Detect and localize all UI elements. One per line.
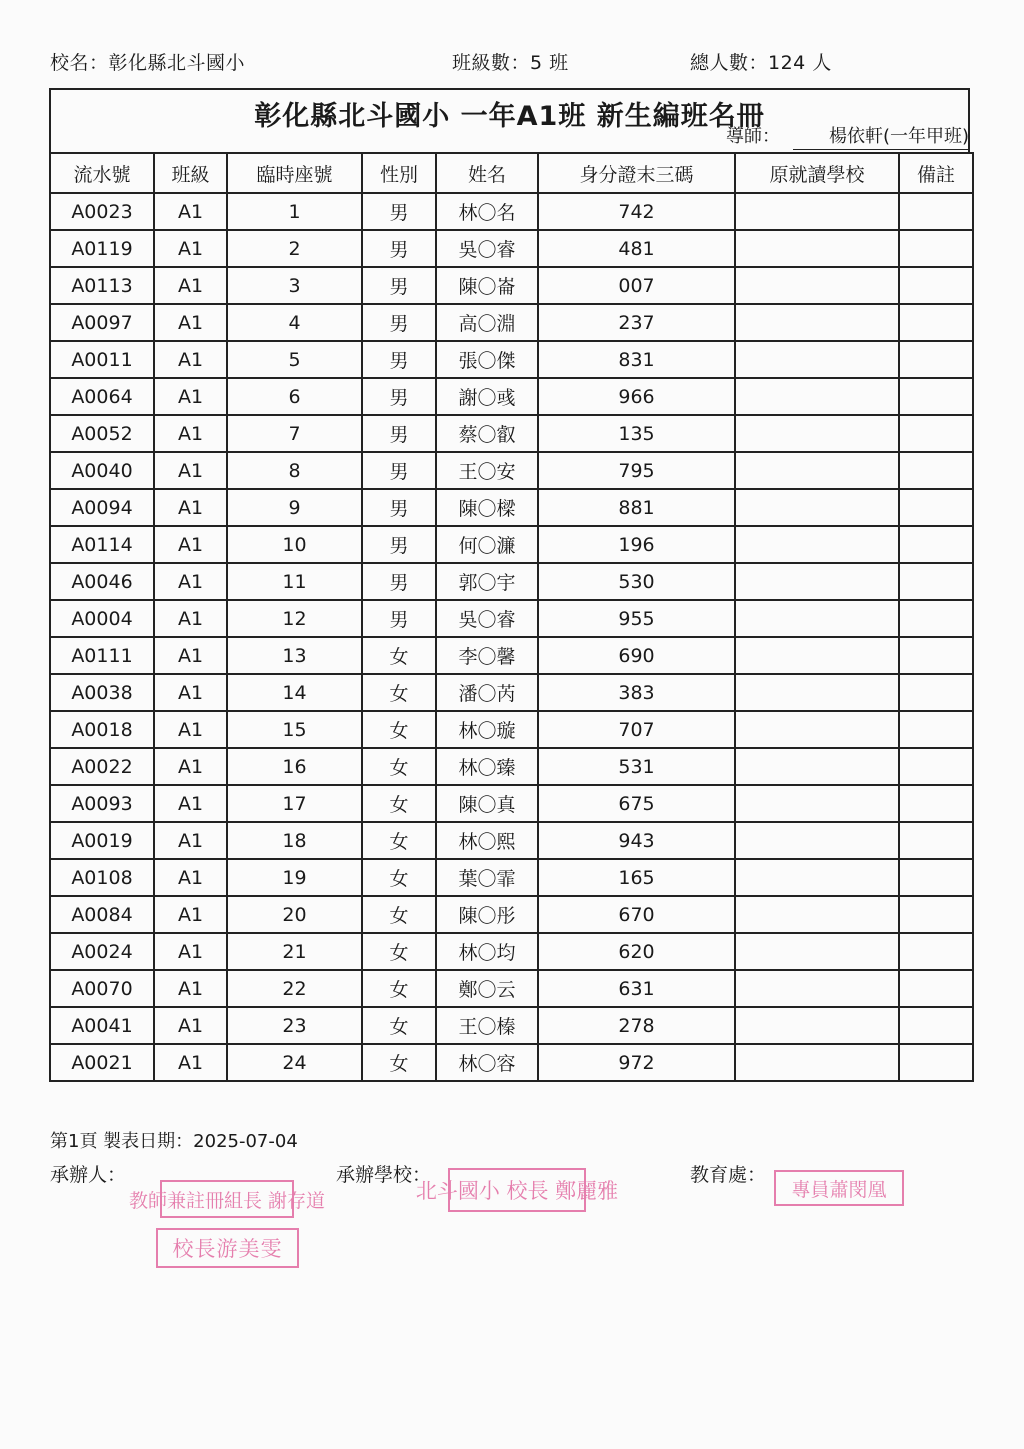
gender-cell: 女	[362, 970, 436, 1007]
serial-cell: A0108	[50, 859, 154, 896]
column-header: 性別	[362, 153, 436, 193]
prev-school-cell	[735, 970, 899, 1007]
prev-school-cell	[735, 674, 899, 711]
title-box	[49, 88, 970, 152]
serial-cell: A0114	[50, 526, 154, 563]
column-header: 流水號	[50, 153, 154, 193]
prev-school-cell	[735, 193, 899, 230]
table-row	[50, 748, 973, 785]
table-row	[50, 711, 973, 748]
name-cell: 葉〇霏	[436, 859, 538, 896]
id-cell: 135	[538, 415, 735, 452]
table-row	[50, 452, 973, 489]
principal-stamp: 校長游美雯	[156, 1228, 299, 1268]
class-cell: A1	[154, 452, 227, 489]
name-cell: 張〇傑	[436, 341, 538, 378]
seat-cell: 7	[227, 415, 362, 452]
remark-cell	[899, 378, 973, 415]
table-row	[50, 415, 973, 452]
name-cell: 潘〇芮	[436, 674, 538, 711]
table-row	[50, 822, 973, 859]
name-cell: 林〇容	[436, 1044, 538, 1081]
remark-cell	[899, 304, 973, 341]
prev-school-cell	[735, 1044, 899, 1081]
remark-cell	[899, 1007, 973, 1044]
serial-cell: A0052	[50, 415, 154, 452]
teacher-name: 楊依軒(一年甲班)	[793, 122, 969, 150]
prev-school-cell	[735, 489, 899, 526]
seat-cell: 3	[227, 267, 362, 304]
seat-cell: 14	[227, 674, 362, 711]
serial-cell: A0070	[50, 970, 154, 1007]
remark-cell	[899, 896, 973, 933]
serial-cell: A0064	[50, 378, 154, 415]
page-info: 第1頁 製表日期：2025-07-04	[50, 1131, 298, 1152]
table-row	[50, 341, 973, 378]
id-cell: 165	[538, 859, 735, 896]
seat-cell: 20	[227, 896, 362, 933]
table-header-row	[50, 153, 973, 193]
prev-school-cell	[735, 415, 899, 452]
seat-cell: 12	[227, 600, 362, 637]
remark-cell	[899, 600, 973, 637]
column-header: 身分證末三碼	[538, 153, 735, 193]
name-cell: 林〇均	[436, 933, 538, 970]
gender-cell: 女	[362, 748, 436, 785]
serial-cell: A0040	[50, 452, 154, 489]
prev-school-cell	[735, 304, 899, 341]
name-cell: 王〇榛	[436, 1007, 538, 1044]
gender-cell: 女	[362, 711, 436, 748]
seat-cell: 13	[227, 637, 362, 674]
prev-school-cell	[735, 822, 899, 859]
serial-cell: A0119	[50, 230, 154, 267]
gender-cell: 男	[362, 230, 436, 267]
serial-cell: A0023	[50, 193, 154, 230]
serial-cell: A0111	[50, 637, 154, 674]
serial-cell: A0046	[50, 563, 154, 600]
table-row	[50, 563, 973, 600]
id-cell: 383	[538, 674, 735, 711]
seat-cell: 11	[227, 563, 362, 600]
remark-cell	[899, 452, 973, 489]
prev-school-cell	[735, 896, 899, 933]
seat-cell: 17	[227, 785, 362, 822]
class-count: 班級數：5 班	[452, 52, 569, 74]
seat-cell: 18	[227, 822, 362, 859]
seat-cell: 22	[227, 970, 362, 1007]
school-label: 承辦學校：	[336, 1164, 432, 1186]
prev-school-cell	[735, 711, 899, 748]
remark-cell	[899, 193, 973, 230]
remark-cell	[899, 859, 973, 896]
seat-cell: 19	[227, 859, 362, 896]
id-cell: 631	[538, 970, 735, 1007]
gender-cell: 男	[362, 378, 436, 415]
table-row	[50, 526, 973, 563]
seat-cell: 8	[227, 452, 362, 489]
gender-cell: 男	[362, 563, 436, 600]
seat-cell: 23	[227, 1007, 362, 1044]
document-title: 彰化縣北斗國小 一年A1班 新生編班名冊	[254, 101, 765, 132]
prev-school-cell	[735, 748, 899, 785]
seat-cell: 2	[227, 230, 362, 267]
table-row	[50, 1007, 973, 1044]
table-row	[50, 378, 973, 415]
column-header: 備註	[899, 153, 973, 193]
seat-cell: 10	[227, 526, 362, 563]
name-cell: 郭〇宇	[436, 563, 538, 600]
name-cell: 蔡〇叡	[436, 415, 538, 452]
serial-cell: A0113	[50, 267, 154, 304]
column-header: 臨時座號	[227, 153, 362, 193]
name-cell: 鄭〇云	[436, 970, 538, 1007]
gender-cell: 男	[362, 452, 436, 489]
table-row	[50, 785, 973, 822]
table-row	[50, 637, 973, 674]
undertaker-stamp: 教師兼註冊組長 謝存道	[160, 1180, 294, 1218]
serial-cell: A0018	[50, 711, 154, 748]
name-cell: 林〇熙	[436, 822, 538, 859]
class-cell: A1	[154, 674, 227, 711]
prev-school-cell	[735, 452, 899, 489]
id-cell: 007	[538, 267, 735, 304]
prev-school-cell	[735, 859, 899, 896]
id-cell: 955	[538, 600, 735, 637]
name-cell: 林〇璇	[436, 711, 538, 748]
table-row	[50, 933, 973, 970]
class-cell: A1	[154, 711, 227, 748]
remark-cell	[899, 970, 973, 1007]
school-name: 校名：彰化縣北斗國小	[50, 52, 246, 74]
id-cell: 620	[538, 933, 735, 970]
seat-cell: 6	[227, 378, 362, 415]
id-cell: 742	[538, 193, 735, 230]
edu-label: 教育處：	[690, 1164, 767, 1186]
seat-cell: 1	[227, 193, 362, 230]
remark-cell	[899, 341, 973, 378]
prev-school-cell	[735, 637, 899, 674]
serial-cell: A0004	[50, 600, 154, 637]
class-cell: A1	[154, 563, 227, 600]
id-cell: 530	[538, 563, 735, 600]
id-cell: 237	[538, 304, 735, 341]
id-cell: 531	[538, 748, 735, 785]
class-cell: A1	[154, 378, 227, 415]
gender-cell: 女	[362, 1007, 436, 1044]
table-row	[50, 1044, 973, 1081]
name-cell: 高〇淵	[436, 304, 538, 341]
class-cell: A1	[154, 637, 227, 674]
remark-cell	[899, 230, 973, 267]
name-cell: 吳〇睿	[436, 230, 538, 267]
class-cell: A1	[154, 896, 227, 933]
class-cell: A1	[154, 1044, 227, 1081]
name-cell: 陳〇樑	[436, 489, 538, 526]
gender-cell: 女	[362, 859, 436, 896]
name-cell: 陳〇真	[436, 785, 538, 822]
seat-cell: 9	[227, 489, 362, 526]
id-cell: 966	[538, 378, 735, 415]
name-cell: 陳〇彤	[436, 896, 538, 933]
serial-cell: A0094	[50, 489, 154, 526]
id-cell: 881	[538, 489, 735, 526]
id-cell: 831	[538, 341, 735, 378]
gender-cell: 男	[362, 600, 436, 637]
serial-cell: A0022	[50, 748, 154, 785]
prev-school-cell	[735, 267, 899, 304]
prev-school-cell	[735, 563, 899, 600]
table-row	[50, 859, 973, 896]
serial-cell: A0041	[50, 1007, 154, 1044]
class-cell: A1	[154, 748, 227, 785]
column-header: 姓名	[436, 153, 538, 193]
remark-cell	[899, 1044, 973, 1081]
prev-school-cell	[735, 230, 899, 267]
gender-cell: 男	[362, 193, 436, 230]
id-cell: 196	[538, 526, 735, 563]
class-cell: A1	[154, 822, 227, 859]
remark-cell	[899, 933, 973, 970]
table-row	[50, 193, 973, 230]
name-cell: 謝〇彧	[436, 378, 538, 415]
prev-school-cell	[735, 1007, 899, 1044]
name-cell: 吳〇睿	[436, 600, 538, 637]
remark-cell	[899, 563, 973, 600]
class-cell: A1	[154, 933, 227, 970]
gender-cell: 女	[362, 1044, 436, 1081]
remark-cell	[899, 526, 973, 563]
gender-cell: 男	[362, 267, 436, 304]
name-cell: 何〇濂	[436, 526, 538, 563]
gender-cell: 女	[362, 785, 436, 822]
name-cell: 陳〇崙	[436, 267, 538, 304]
gender-cell: 女	[362, 674, 436, 711]
column-header: 班級	[154, 153, 227, 193]
name-cell: 林〇名	[436, 193, 538, 230]
name-cell: 李〇馨	[436, 637, 538, 674]
remark-cell	[899, 415, 973, 452]
seat-cell: 16	[227, 748, 362, 785]
remark-cell	[899, 822, 973, 859]
table-row	[50, 674, 973, 711]
seat-cell: 24	[227, 1044, 362, 1081]
class-cell: A1	[154, 970, 227, 1007]
undertaker-label: 承辦人：	[50, 1164, 127, 1186]
gender-cell: 男	[362, 304, 436, 341]
id-cell: 675	[538, 785, 735, 822]
table-row	[50, 489, 973, 526]
seat-cell: 5	[227, 341, 362, 378]
class-cell: A1	[154, 230, 227, 267]
table-row	[50, 304, 973, 341]
prev-school-cell	[735, 600, 899, 637]
serial-cell: A0019	[50, 822, 154, 859]
id-cell: 795	[538, 452, 735, 489]
table-row	[50, 970, 973, 1007]
edu-officer-stamp: 專員蕭閔凰	[774, 1170, 904, 1206]
serial-cell: A0024	[50, 933, 154, 970]
serial-cell: A0021	[50, 1044, 154, 1081]
class-cell: A1	[154, 785, 227, 822]
id-cell: 690	[538, 637, 735, 674]
class-cell: A1	[154, 526, 227, 563]
class-cell: A1	[154, 193, 227, 230]
name-cell: 林〇臻	[436, 748, 538, 785]
gender-cell: 女	[362, 822, 436, 859]
id-cell: 972	[538, 1044, 735, 1081]
serial-cell: A0038	[50, 674, 154, 711]
prev-school-cell	[735, 526, 899, 563]
gender-cell: 男	[362, 415, 436, 452]
prev-school-cell	[735, 933, 899, 970]
class-cell: A1	[154, 267, 227, 304]
id-cell: 670	[538, 896, 735, 933]
total-students: 總人數：124 人	[690, 52, 832, 74]
name-cell: 王〇安	[436, 452, 538, 489]
roster-body	[50, 193, 973, 1081]
class-cell: A1	[154, 489, 227, 526]
serial-cell: A0011	[50, 341, 154, 378]
class-cell: A1	[154, 304, 227, 341]
school-principal-stamp: 北斗國小 校長 鄭麗雅	[448, 1168, 586, 1212]
prev-school-cell	[735, 785, 899, 822]
gender-cell: 男	[362, 526, 436, 563]
roster-table	[49, 152, 974, 1082]
table-row	[50, 267, 973, 304]
remark-cell	[899, 785, 973, 822]
id-cell: 481	[538, 230, 735, 267]
table-row	[50, 230, 973, 267]
seat-cell: 15	[227, 711, 362, 748]
id-cell: 707	[538, 711, 735, 748]
gender-cell: 女	[362, 896, 436, 933]
serial-cell: A0097	[50, 304, 154, 341]
table-row	[50, 896, 973, 933]
class-cell: A1	[154, 1007, 227, 1044]
gender-cell: 男	[362, 489, 436, 526]
seat-cell: 4	[227, 304, 362, 341]
remark-cell	[899, 748, 973, 785]
class-cell: A1	[154, 600, 227, 637]
remark-cell	[899, 711, 973, 748]
remark-cell	[899, 674, 973, 711]
gender-cell: 女	[362, 933, 436, 970]
remark-cell	[899, 489, 973, 526]
column-header: 原就讀學校	[735, 153, 899, 193]
remark-cell	[899, 267, 973, 304]
class-cell: A1	[154, 341, 227, 378]
serial-cell: A0084	[50, 896, 154, 933]
class-cell: A1	[154, 859, 227, 896]
class-cell: A1	[154, 415, 227, 452]
prev-school-cell	[735, 378, 899, 415]
serial-cell: A0093	[50, 785, 154, 822]
teacher-label: 導師：	[726, 126, 780, 147]
seat-cell: 21	[227, 933, 362, 970]
id-cell: 943	[538, 822, 735, 859]
gender-cell: 男	[362, 341, 436, 378]
id-cell: 278	[538, 1007, 735, 1044]
remark-cell	[899, 637, 973, 674]
prev-school-cell	[735, 341, 899, 378]
gender-cell: 女	[362, 637, 436, 674]
table-row	[50, 600, 973, 637]
